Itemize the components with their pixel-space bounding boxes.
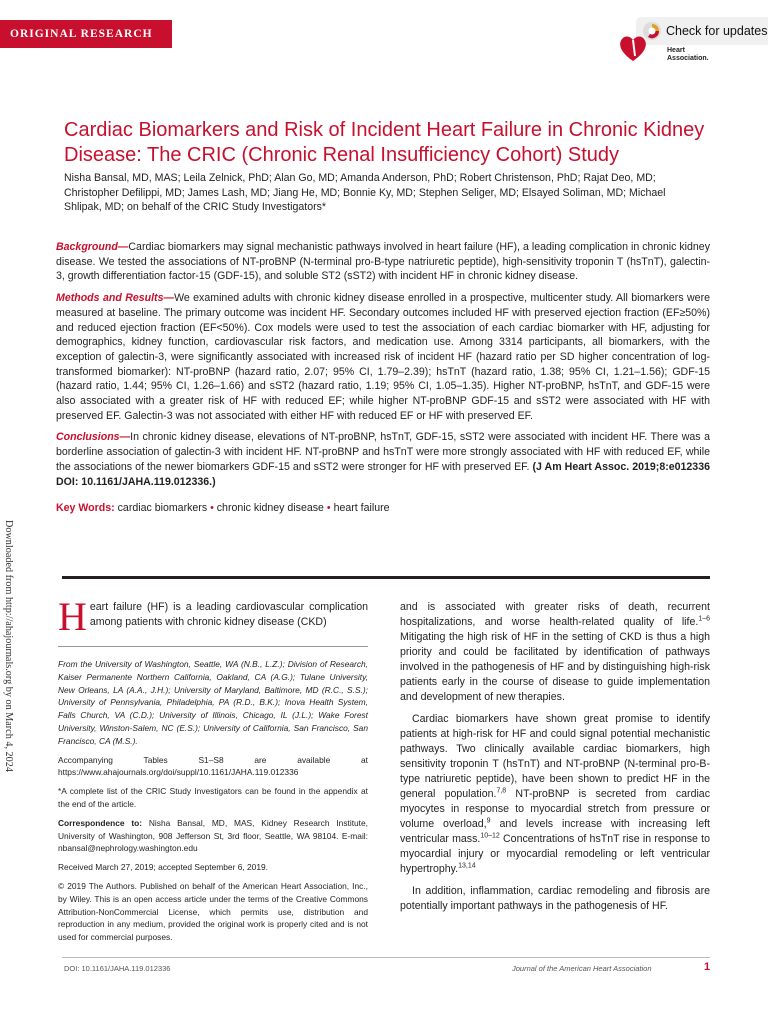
aha-wordmark	[667, 47, 709, 63]
body-text: Concentrations of hsTnT rise in response to myocardial injury or myocardial remodeling or left ventricular hypertrophy.	[400, 833, 710, 875]
left-column	[58, 594, 368, 950]
received-note: Received March 27, 2019; accepted September 6, 2019.	[58, 862, 268, 873]
footnote-divider	[58, 646, 368, 647]
author-list: Nisha Bansal, MD, MAS; Leila Zelnick, PhD; Alan Go, MD; Amanda Anderson, PhD; Robert Christenson, PhD; Rajat Deo, MD; Christopher Defilippi, MD; James Lash, MD; Jiang He, MD; Bonnie Ky, MD; Stephen Seliger, MD; Elsayed Soliman, MD; Michael Shlipak, MD; on behalf of the CRIC Study Investigators*	[64, 172, 666, 214]
conclusions-text: In chronic kidney disease, elevations of NT-proBNP, hsTnT, GDF-15, sST2 were associated with incident HF. There was a borderline association of galectin-3 with incident HF. NT-proBNP and hsTnT were more strongly associated with HF with reduced EF, while the associations of the newer biomarkers GDF-15 and sST2 were stronger for HF with preserved EF.	[56, 431, 710, 473]
abstract	[56, 240, 710, 523]
intro-paragraph	[58, 594, 368, 639]
drop-cap: H	[58, 594, 87, 639]
footer-journal-name: Journal of the American Heart Association	[512, 964, 652, 973]
body-text: NT-proBNP is secreted from cardiac myocytes in response to myocardial stretch from pressure or volume overload,	[400, 788, 710, 830]
body-text: and levels increase with increasing left ventricular mass.	[400, 818, 710, 845]
body-text: Cardiac biomarkers have shown great promise to identify patients at high-risk for HF and could signal potential mechanistic pathways. Two clinically available cardiac biomarkers, high sensitivity troponin T (hsTnT) and NT-proBNP (N-terminal pro-B-type natriuretic peptide), have been shown to predict HF in the general population.	[400, 713, 710, 800]
check-for-updates-button[interactable]	[636, 17, 768, 45]
section-divider	[62, 576, 710, 579]
aha-heart-torch-logo	[616, 30, 650, 64]
body-paragraph-3: In addition, inflammation, cardiac remodeling and fibrosis are potentially important pathways in the pathogenesis of HF.	[400, 885, 710, 912]
keyword[interactable]: heart failure	[333, 502, 390, 515]
abstract-conclusions	[56, 430, 710, 489]
footer-doi[interactable]: DOI: 10.1161/JAHA.119.012336	[64, 964, 171, 973]
aha-wordmark-line-2: Association.	[667, 55, 709, 62]
page-number: 1	[704, 961, 711, 973]
download-side-note: Downloaded from http://ahajournals.org by on March 4, 2024	[3, 520, 14, 772]
reference-superscript[interactable]: 1–6	[698, 615, 710, 623]
correspondence-label: Correspondence to:	[58, 817, 143, 828]
intro-text: eart failure (HF) is a leading cardiovascular complication among patients with chronic kidney disease (CKD)	[89, 601, 368, 628]
keyword[interactable]: cardiac biomarkers	[117, 502, 208, 515]
check-updates-label: Check for updates	[666, 24, 768, 38]
methods-text: We examined adults with chronic kidney disease enrolled in a prospective, multicenter study. All biomarkers were measured at baseline. The primary outcome was incident HF. Secondary outcomes included HF with preserved ejection fraction (EF≥50%) and reduced ejection fraction (EF<50%). Cox models were used to test the association of each cardiac biomarker with HF, adjusting for demographics, kidney function, cardiovascular risk factors, and medication use. Among 3314 participants, all biomarkers, with the exception of galectin-3, were significantly associated with increased risk of incident HF (hazard ratio per SD higher concentration of log-transformed biomarker): NT-proBNP (hazard ratio, 2.07; 95% CI, 1.79–2.39); hsTnT (hazard ratio, 1.38; 95% CI, 1.21–1.56); GDF-15 (hazard ratio, 1.44; 95% CI, 1.26–1.66) and sST2 (hazard ratio, 1.19; 95% CI, 1.05–1.35). Higher NT-proBNP, hsTnT, and GDF-15 were also associated with a greater risk of HF with reduced EF; while higher NT-proBNP GDF-15 and sST2 were associated with HF with preserved EF. Galectin-3 was not associated with either HF with reduced EF or HF with preserved EF.	[56, 292, 710, 422]
background-label: Background—	[56, 241, 129, 253]
body-paragraph-2	[400, 712, 710, 877]
body-text: Mitigating the high risk of HF in the setting of CKD is thus a high priority and could be facilitated by identification of pathways involved in the pathogenesis of HF and by distinguishing high-risk patients early in the course of disease to guide implementation and development of new therapies.	[400, 631, 710, 703]
reference-superscript[interactable]: 7,8	[496, 787, 507, 795]
article-title: Cardiac Biomarkers and Risk of Incident Heart Failure in Chronic Kidney Disease: The CRIC (Chronic Renal Insufficiency Cohort) Study	[64, 119, 705, 166]
supplement-note: Accompanying Tables S1–S8 are available at https://www.ahajournals.org/doi/suppl/10.1161/JAHA.119.012336	[58, 754, 368, 778]
abstract-methods	[56, 291, 710, 423]
keywords	[56, 501, 710, 516]
keywords-label: Key Words:	[56, 502, 115, 515]
affiliations-text: From the University of Washington, Seattle, WA (N.B., L.Z.); Division of Research, Kaiser Permanente Northern California, Oakland, CA (A.G.); Tulane University, New Orleans, LA (A.A., J.H.); University of Maryland, Baltimore, MD (R.C., S.S.); University of Pennsylvania, Philadelphia, PA (R.D., B.K.); Inova Health System, Falls Church, VA (C.D.); University of Illinois, Chicago, IL (J.L.); Wake Forest University, Winston-Salem, NC (E.S.); University of California, San Francisco, San Francisco, CA (M.S.).	[58, 659, 368, 746]
methods-label: Methods and Results—	[56, 292, 175, 305]
investigators-note: *A complete list of the CRIC Study Investigators can be found in the appendix at the end of the article.	[58, 786, 368, 809]
body-paragraph-1	[400, 600, 710, 705]
citation: (J Am Heart Assoc. 2019;8:e012336 DOI: 10.1161/JAHA.119.012336.)	[56, 460, 710, 488]
correspondence-text: Nisha Bansal, MD, MAS, Kidney Research Institute, University of Washington, 908 Jefferson St, 3rd floor, Seattle, WA 98104. E-mail: nbansal@nephrology.washington.edu	[58, 817, 368, 854]
license-note: © 2019 The Authors. Published on behalf of the American Heart Association, Inc., by Wiley. This is an open access article under the terms of the Creative Commons Attribution-NonCommercial License, which permits use, distribution and reproduction in any medium, provided the original work is properly cited and is not used for commercial purposes.	[58, 880, 368, 943]
reference-superscript[interactable]: 10–12	[480, 832, 500, 840]
aha-wordmark-line-1: Heart	[667, 47, 685, 54]
conclusions-label: Conclusions—	[56, 431, 131, 444]
reference-superscript[interactable]: 13,14	[458, 862, 476, 870]
background-text: Cardiac biomarkers may signal mechanistic pathways involved in heart failure (HF), a leading complication in chronic kidney disease. We tested the associations of NT-proBNP (N-terminal pro-B-type natriuretic peptide), high-sensitivity troponin T (hsTnT), galectin-3, growth differentiation factor-15 (GDF-15), and soluble ST2 (sST2) with incident HF in chronic kidney disease.	[56, 241, 710, 283]
reference-superscript[interactable]: 9	[486, 817, 491, 825]
keyword-separator: •	[210, 502, 214, 515]
abstract-background	[56, 240, 710, 284]
keyword[interactable]: chronic kidney disease	[216, 502, 324, 515]
footer-divider	[62, 957, 710, 958]
correspondence-note	[58, 817, 368, 855]
affiliations-note	[58, 658, 368, 748]
right-column	[400, 600, 710, 921]
article-type-tag: ORIGINAL RESEARCH	[0, 20, 172, 48]
keyword-separator: •	[326, 502, 331, 515]
body-text: and is associated with greater risks of death, recurrent hospitalizations, and worse health-related quality of life.	[400, 601, 710, 628]
